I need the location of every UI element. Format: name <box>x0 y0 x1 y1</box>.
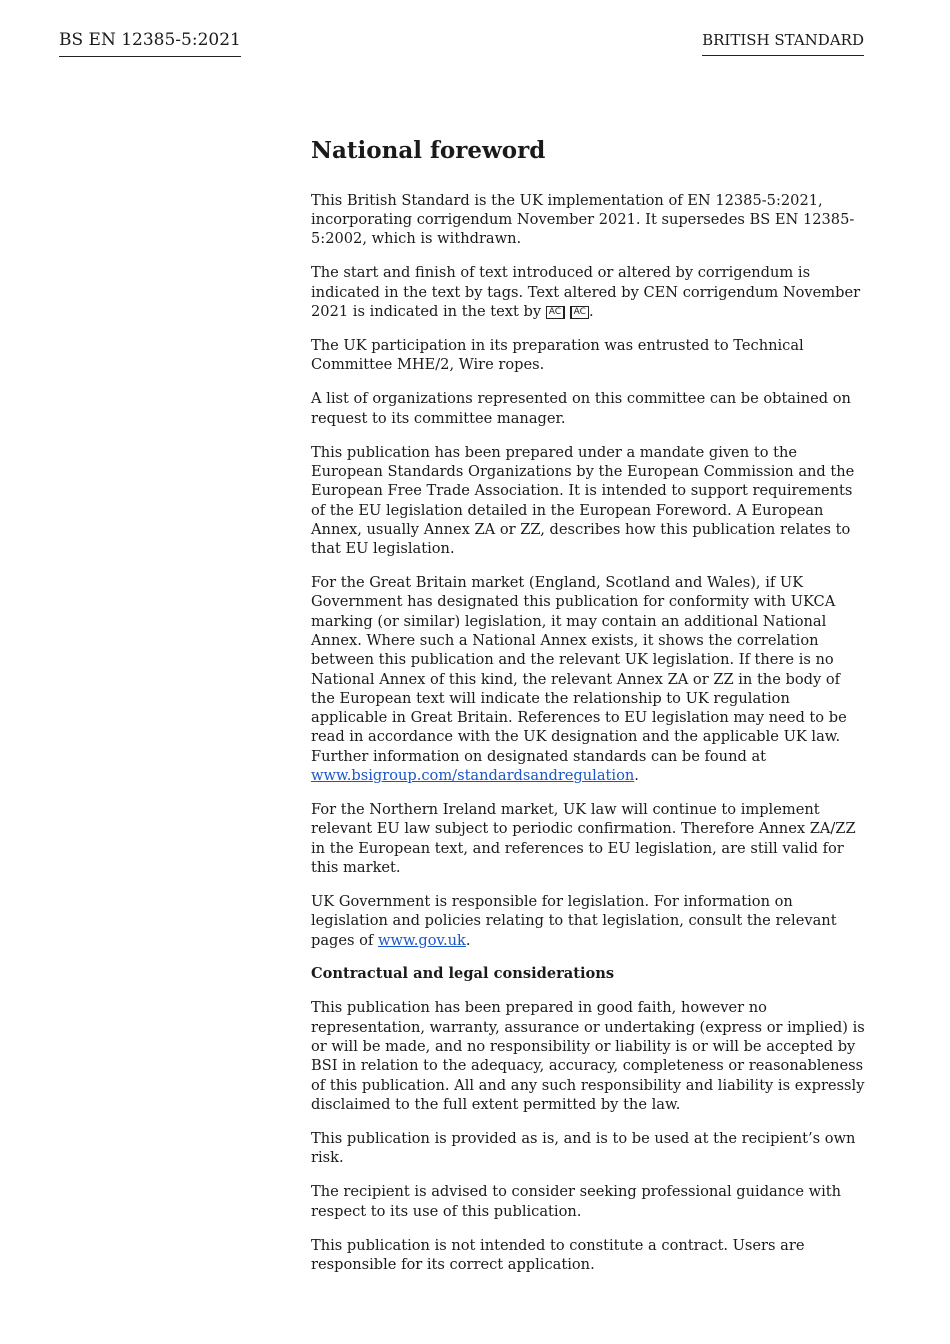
paragraph-corrigendum-text: The start and finish of text introduced or altered by corrigendum is indicated in the text by tags. Text altered by CEN corrigendum November 2021 is indicated in the text by <box>311 264 861 321</box>
paragraph-uk-government-text: UK Government is responsible for legislation. For information on legislation and policies relating to that legislation, consult the relevant pages of <box>311 892 837 949</box>
paragraph-corrigendum <box>311 263 867 321</box>
bsi-standards-link[interactable]: www.bsigroup.com/standardsandregulation <box>311 767 635 785</box>
paragraph-uk-government-end: . <box>465 931 471 949</box>
paragraph-implementation: This British Standard is the UK implementation of EN 12385-5:2021, incorporating corrigendum November 2021. It supersedes BS EN 12385-5:2002, which is withdrawn. <box>311 191 855 248</box>
paragraph-mandate: This publication has been prepared under a mandate given to the European Standards Organizations by the European Commission and the European Free Trade Association. It is intended to support requirements of the EU legislation detailed in the European Foreword. A European Annex, usually Annex ZA or ZZ, describes how this publication relates to that EU legislation. <box>311 443 855 558</box>
ac-open-tag-icon: AC <box>546 306 565 319</box>
paragraph-good-faith: This publication has been prepared in good faith, however no representation, warranty, assurance or undertaking (express or implied) is or will be made, and no responsibility or liability is or will be accepted by BSI in relation to the adequacy, accuracy, completeness or reasonableness of this publication. All and any such responsibility and liability is expressly disclaimed to the full extent permitted by the law. <box>311 999 865 1113</box>
paragraph-contract: This publication is not intended to constitute a contract. Users are responsible for its correct application. <box>311 1236 805 1273</box>
paragraph-great-britain-end: . <box>634 767 639 785</box>
paragraph-organizations: A list of organizations represented on this committee can be obtained on request to its committee manager. <box>311 390 851 427</box>
section-subheading: Contractual and legal considerations <box>311 965 615 983</box>
document-category: BRITISH STANDARD <box>702 31 864 56</box>
paragraph-northern-ireland: For the Northern Ireland market, UK law will continue to implement relevant EU law subject to periodic confirmation. Therefore Annex ZA/ZZ in the European text, and references to EU legislation, are still valid for this market. <box>311 801 856 876</box>
paragraph-great-britain-text: For the Great Britain market (England, Scotland and Wales), if UK Government has designated this publication for conformity with UKCA marking (or similar) legislation, it may contain an additional National Annex. Where such a National Annex exists, it shows the correlation between this publication and the relevant UK legislation. If there is no National Annex of this kind, the relevant Annex ZA or ZZ in the body of the European text will indicate the relationship to UK regulation applicable in Great Britain. References to EU legislation may need to be read in accordance with the UK designation and the applicable UK law. Further information on designated standards can be found at <box>311 574 847 765</box>
paragraph-corrigendum-end: . <box>588 303 594 321</box>
paragraph-as-is: This publication is provided as is, and is to be used at the recipient’s own risk. <box>311 1129 856 1167</box>
paragraph-committee: The UK participation in its preparation was entrusted to Technical Committee MHE/2, Wire ropes. <box>311 337 804 374</box>
page-title: National foreword <box>311 137 546 164</box>
paragraph-uk-government <box>311 892 867 950</box>
paragraph-great-britain <box>311 573 867 785</box>
paragraph-guidance: The recipient is advised to consider seeking professional guidance with respect to its use of this publication. <box>311 1183 842 1220</box>
foreword-section <box>311 136 867 1289</box>
ac-close-tag-icon: AC <box>570 306 589 319</box>
document-id: BS EN 12385-5:2021 <box>59 30 241 57</box>
gov-uk-link[interactable]: www.gov.uk <box>377 931 466 949</box>
